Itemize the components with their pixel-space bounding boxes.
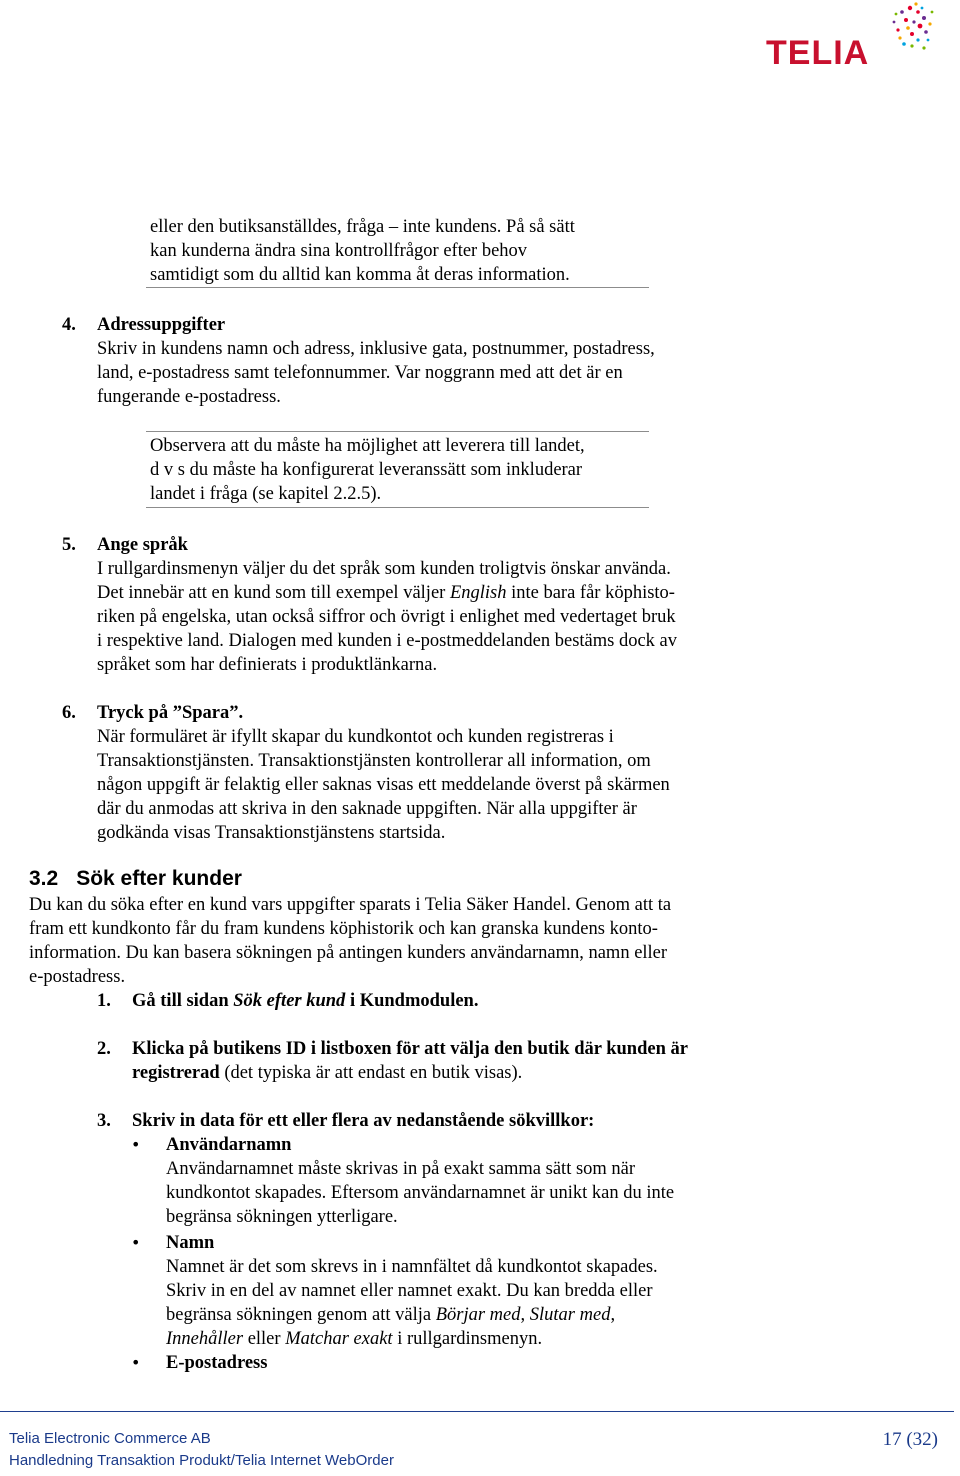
item5-line: i respektive land. Dialogen med kunden i e-postmeddelanden bestäms dock av [97, 631, 678, 651]
bullet1-block [166, 1133, 846, 1229]
item5-line-english [97, 581, 797, 605]
note1-line: kan kunderna ändra sina kontrollfrågor efter behov [150, 241, 528, 261]
bullet2-line-options [166, 1303, 846, 1327]
note2-line: d v s du måste ha konfigurerat leveranssätt som inkluderar [150, 460, 583, 480]
footer-page-number: 17 (32) [882, 1429, 938, 1450]
step2-rest: (det typiska är att endast en butik visas). [219, 1063, 523, 1083]
step2-line: Klicka på butikens ID i listboxen för att välja den butik där kunden är [132, 1039, 688, 1059]
item5-text: inte bara får köphisto- [506, 583, 675, 603]
note1-line: eller den butiksanställdes, fråga – inte kundens. På så sätt [150, 217, 575, 237]
footer-company: Telia Electronic Commerce AB [9, 1430, 211, 1447]
section-line: e-postadress. [29, 967, 126, 987]
step1-post: i Kundmodulen. [345, 991, 479, 1011]
section-body [29, 893, 829, 989]
item5-line: I rullgardinsmenyn väljer du det språk som kunden troligtvis önskar använda. [97, 559, 671, 579]
bullet2-line-options-2 [166, 1327, 846, 1351]
note1-bottom-rule [146, 287, 649, 288]
section-heading [29, 865, 242, 893]
note-box-1 [150, 215, 650, 287]
bullet-icon: • [131, 1135, 141, 1154]
note1-line: samtidigt som du alltid kan komma åt deras information. [150, 265, 570, 285]
bullet2-line: Namnet är det som skrevs in i namnfältet då kundkontot skapades. [166, 1257, 658, 1277]
option-matchar-exakt: Matchar exakt [285, 1329, 393, 1349]
logo-wordmark: TELIA [766, 34, 870, 72]
bullet1-title: Användarnamn [166, 1135, 292, 1155]
item6-number: 6. [62, 703, 76, 723]
note-box-2 [150, 434, 650, 506]
bullet3-title: E-postadress [166, 1353, 268, 1373]
step1-number: 1. [97, 991, 111, 1011]
bullet1-line: Användarnamnet måste skrivas in på exakt samma sätt som när [166, 1159, 636, 1179]
step1-emphasis: Sök efter kund [233, 991, 346, 1011]
section-title: Sök efter kunder [76, 867, 242, 890]
telia-logo [760, 0, 940, 72]
bullet2-text: , [610, 1305, 616, 1325]
item5-line: riken på engelska, utan också siffror och övrigt i enlighet med vedertaget bruk [97, 607, 676, 627]
item5-block [97, 533, 797, 677]
item5-emphasis: English [449, 583, 507, 603]
bullet2-text: eller [243, 1329, 286, 1349]
item5-title: Ange språk [97, 535, 188, 555]
bullet1-line: begränsa sökningen ytterligare. [166, 1207, 398, 1227]
note2-bottom-rule [146, 507, 649, 508]
option-slutar-med: Slutar med [529, 1305, 611, 1325]
telia-logo-mark [760, 0, 940, 72]
step2-bold: registrerad [132, 1063, 220, 1083]
bullet-icon: • [131, 1233, 141, 1252]
footer-rule [0, 1411, 954, 1412]
section-line: Du kan du söka efter en kund vars uppgifter sparats i Telia Säker Handel. Genom att ta [29, 895, 672, 915]
step1-pre: Gå till sidan [132, 991, 234, 1011]
bullet2-text: begränsa sökningen genom att välja [166, 1305, 436, 1325]
note2-line: Observera att du måste ha möjlighet att leverera till landet, [150, 436, 585, 456]
option-borjar-med: Börjar med [435, 1305, 521, 1325]
step3-number: 3. [97, 1111, 111, 1131]
section-line: fram ett kundkonto får du fram kundens köphistorik och kan granska kundens konto- [29, 919, 658, 939]
item6-block [97, 701, 797, 845]
note2-top-rule [146, 431, 649, 432]
item6-title: Tryck på ”Spara”. [97, 703, 244, 723]
option-innehaller: Innehåller [166, 1329, 244, 1349]
item4-title: Adressuppgifter [97, 315, 226, 335]
step2-number: 2. [97, 1039, 111, 1059]
item5-text: Det innebär att en kund som till exempel väljer [97, 583, 450, 603]
item4-line: fungerande e-postadress. [97, 387, 281, 407]
step2-text [132, 1037, 832, 1085]
step1-text [132, 989, 478, 1013]
bullet2-text: , [520, 1305, 530, 1325]
item6-line: någon uppgift är felaktig eller saknas visas ett meddelande överst på skärmen [97, 775, 670, 795]
item6-line: När formuläret är ifyllt skapar du kundkontot och kunden registreras i [97, 727, 614, 747]
step3-title: Skriv in data för ett eller flera av nedanstående sökvillkor: [132, 1111, 595, 1131]
item5-number: 5. [62, 535, 76, 555]
bullet2-title: Namn [166, 1233, 215, 1253]
bullet2-block [166, 1231, 846, 1351]
item6-line: godkända visas Transaktionstjänstens startsida. [97, 823, 446, 843]
item5-line: språket som har definierats i produktlänkarna. [97, 655, 438, 675]
section-line: information. Du kan basera sökningen på antingen kunders användarnamn, namn eller [29, 943, 668, 963]
item6-line: Transaktionstjänsten. Transaktionstjänsten kontrollerar all information, om [97, 751, 651, 771]
footer-doc-title: Handledning Transaktion Produkt/Telia Internet WebOrder [9, 1452, 394, 1469]
bullet-icon: • [131, 1353, 141, 1372]
item4-block [97, 313, 797, 409]
note2-line: landet i fråga (se kapitel 2.2.5). [150, 484, 382, 504]
item4-line: Skriv in kundens namn och adress, inklusive gata, postnummer, postadress, [97, 339, 655, 359]
bullet1-line: kundkontot skapades. Eftersom användarnamnet är unikt kan du inte [166, 1183, 675, 1203]
bullet2-text: i rullgardinsmenyn. [392, 1329, 543, 1349]
section-number: 3.2 [29, 867, 59, 890]
item6-line: där du anmodas att skriva in den saknade uppgiften. När alla uppgifter är [97, 799, 637, 819]
item4-line: land, e-postadress samt telefonnummer. Var noggrann med att det är en [97, 363, 623, 383]
bullet2-line: Skriv in en del av namnet eller namnet exakt. Du kan bredda eller [166, 1281, 653, 1301]
item4-number: 4. [62, 315, 76, 335]
